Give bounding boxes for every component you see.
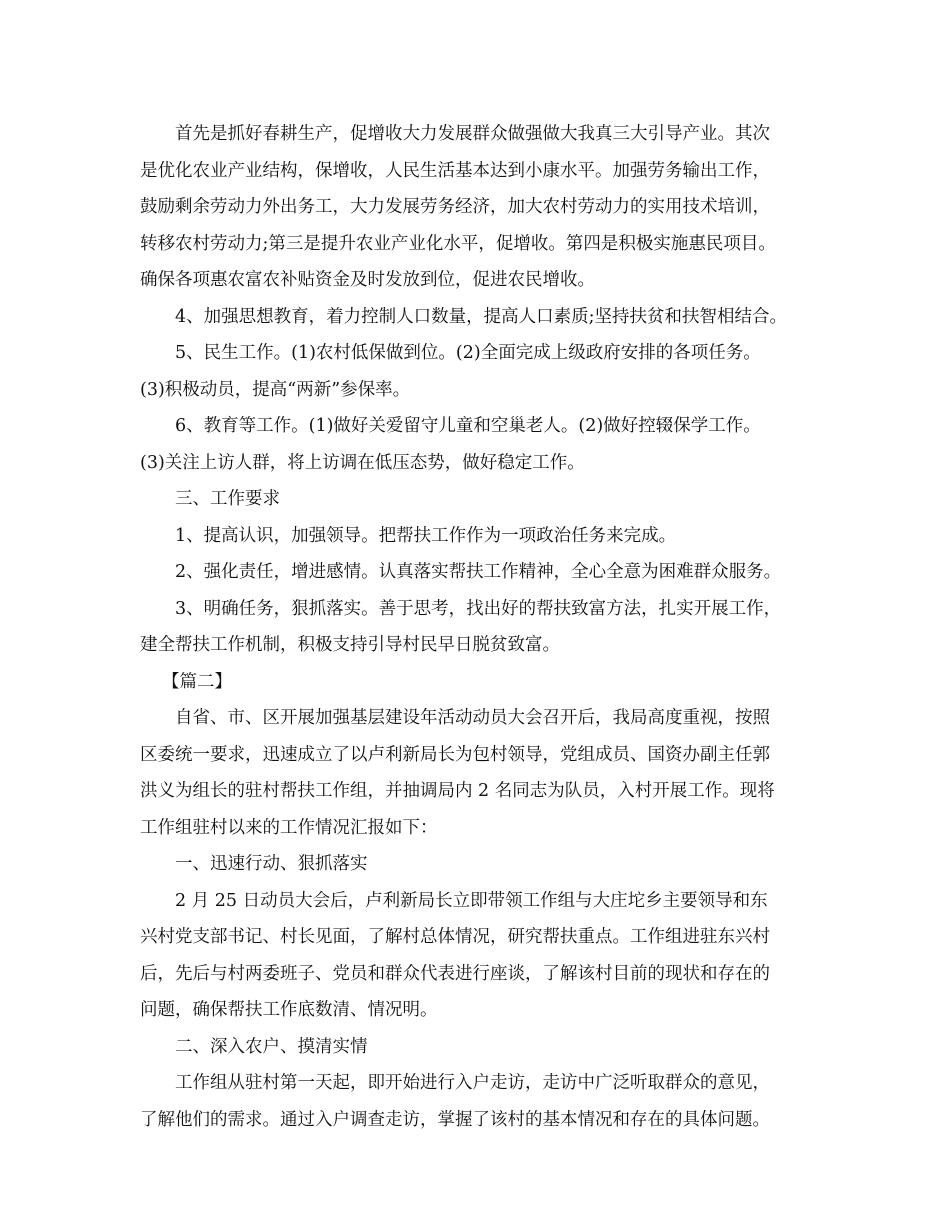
- text-line: 工作组从驻村第一天起，即开始进行入户走访，走访中广泛听取群众的意见，: [175, 1073, 770, 1093]
- text-line: 是优化农业产业结构，保增收，人民生活基本达到小康水平。加强劳务输出工作，: [140, 160, 770, 181]
- text-line: 2 月 25 日动员大会后，卢利新局长立即带领工作组与大庄坨乡主要领导和东: [175, 890, 768, 911]
- text-line: 鼓励剩余劳动力外出务工，大力发展劳务经济，加大农村劳动力的实用技术培训，: [140, 197, 770, 217]
- text-line: 确保各项惠农富农补贴资金及时发放到位，促进农民增收。: [140, 270, 595, 290]
- text-line: (3)关注上访人群，将上访调在低压态势，做好稳定工作。: [140, 452, 585, 473]
- text-line: 首先是抓好春耕生产，促增收大力发展群众做强做大我真三大引导产业。其次: [175, 124, 770, 144]
- text-line: 一、迅速行动、狠抓落实: [175, 854, 368, 874]
- text-line: 转移农村劳动力;第三是提升农业产业化水平，促增收。第四是积极实施惠民项目。: [140, 233, 776, 254]
- text-line: 6、教育等工作。(1)做好关爱留守儿童和空巢老人。(2)做好控辍保学工作。: [175, 416, 761, 436]
- text-line: 兴村党支部书记、村长见面，了解村总体情况，研究帮扶重点。工作组进驻东兴村: [140, 927, 770, 947]
- text-line: 建全帮扶工作机制，积极支持引导村民早日脱贫致富。: [140, 635, 560, 655]
- text-line: 3、明确任务，狠抓落实。善于思考，找出好的帮扶致富方法，扎实开展工作，: [175, 598, 782, 619]
- text-line: 工作组驻村以来的工作情况汇报如下：: [140, 817, 438, 838]
- text-line: 洪义为组长的驻村帮扶工作组，并抽调局内 2 名同志为队员，入村开展工作。现将: [140, 781, 775, 801]
- text-line: 自省、市、区开展加强基层建设年活动动员大会召开后，我局高度重视，按照: [175, 708, 770, 728]
- text-line: 后，先后与村两委班子、党员和群众代表进行座谈，了解该村目前的现状和存在的: [140, 963, 770, 984]
- text-line: 5、民生工作。(1)农村低保做到位。(2)全面完成上级政府安排的各项任务。: [175, 343, 761, 363]
- text-line: 2、强化责任，增进感情。认真落实帮扶工作精神，全心全意为困难群众服务。: [175, 562, 782, 582]
- text-line: 二、深入农户、摸清实情: [175, 1036, 368, 1057]
- text-line: 1、提高认识，加强领导。把帮扶工作作为一项政治任务来完成。: [175, 525, 677, 546]
- text-line: 区委统一要求，迅速成立了以卢利新局长为包村领导，党组成员、国资办副主任郭: [140, 744, 770, 765]
- text-line: 4、加强思想教育，着力控制人口数量，提高人口素质;坚持扶贫和扶智相结合。: [175, 306, 788, 327]
- text-line: (3)积极动员，提高“两新”参保率。: [140, 379, 411, 400]
- text-line: 【篇二】: [162, 671, 232, 692]
- text-line: 三、工作要求: [175, 489, 280, 509]
- text-line: 问题，确保帮扶工作底数清、情况明。: [140, 1000, 438, 1020]
- text-line: 了解他们的需求。通过入户调查走访，掌握了该村的基本情况和存在的具体问题。: [140, 1109, 770, 1130]
- document-body: [140, 116, 825, 1138]
